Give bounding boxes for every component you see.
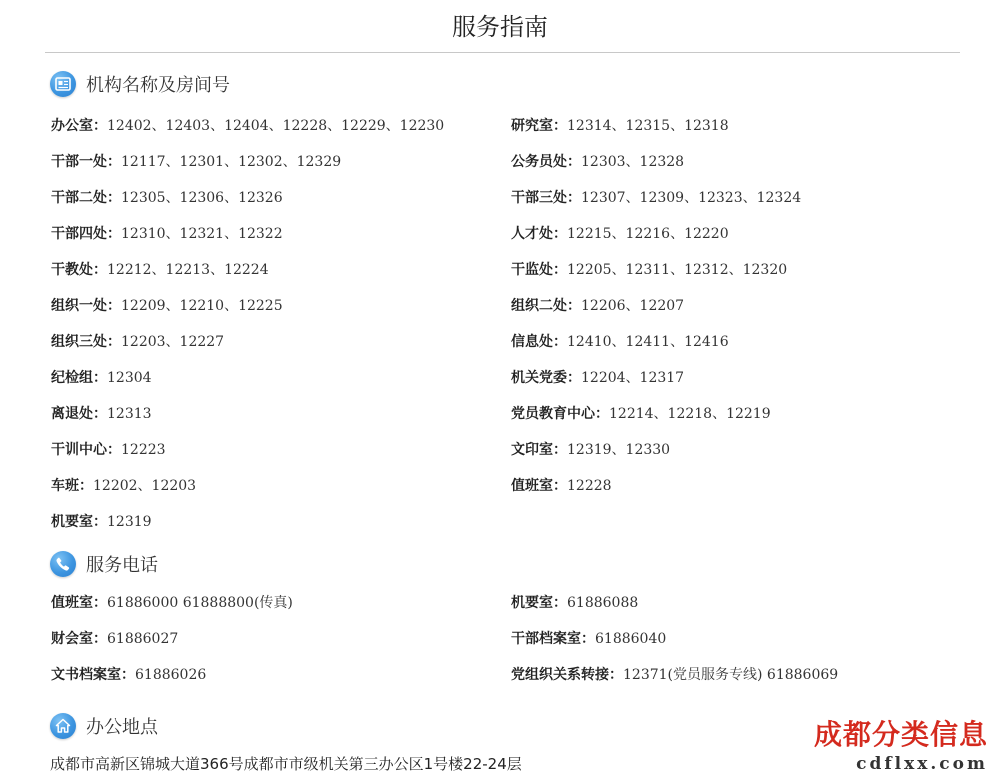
entry-value: 12204、12317 xyxy=(581,370,685,386)
rooms-entry xyxy=(51,152,341,172)
entry-value: 12371(党员服务专线) 61886069 xyxy=(623,667,839,683)
entry-value: 12313 xyxy=(107,406,152,422)
rooms-entry xyxy=(511,188,801,208)
entry-value: 61886027 xyxy=(107,631,179,647)
entry-label: 干部二处： xyxy=(51,190,121,206)
phones-entry xyxy=(51,593,293,613)
home-icon xyxy=(50,713,76,739)
entry-label: 干教处： xyxy=(51,262,107,278)
section-header-rooms xyxy=(50,69,230,99)
entry-label: 机关党委： xyxy=(511,370,581,386)
entry-value: 61886088 xyxy=(567,595,639,611)
phones-entry xyxy=(511,665,838,685)
rooms-entry xyxy=(51,404,152,424)
entry-label: 财会室： xyxy=(51,631,107,647)
rooms-entry xyxy=(51,332,224,352)
rooms-entry xyxy=(51,368,152,388)
watermark xyxy=(814,718,988,774)
rooms-entry xyxy=(51,440,166,460)
rooms-entry xyxy=(51,116,444,136)
entry-label: 纪检组： xyxy=(51,370,107,386)
section-title-phones: 服务电话 xyxy=(86,555,158,576)
phones-entry xyxy=(51,665,206,685)
rooms-entry xyxy=(511,296,684,316)
rooms-entry xyxy=(511,332,729,352)
entry-value: 12319、12330 xyxy=(567,442,671,458)
rooms-entry xyxy=(511,116,729,136)
entry-value: 12206、12207 xyxy=(581,298,685,314)
entry-label: 组织二处： xyxy=(511,298,581,314)
entry-value: 12402、12403、12404、12228、12229、12230 xyxy=(107,118,445,134)
entry-label: 干部四处： xyxy=(51,226,121,242)
entry-value: 61886000 61888800(传真) xyxy=(107,595,293,611)
entry-label: 办公室： xyxy=(51,118,107,134)
entry-label: 离退处： xyxy=(51,406,107,422)
entry-value: 12212、12213、12224 xyxy=(107,262,269,278)
entry-label: 值班室： xyxy=(511,478,567,494)
entry-value: 12203、12227 xyxy=(121,334,225,350)
entry-value: 12410、12411、12416 xyxy=(567,334,729,350)
entry-value: 12307、12309、12323、12324 xyxy=(581,190,802,206)
rooms-entry xyxy=(511,440,670,460)
rooms-entry xyxy=(511,152,684,172)
entry-label: 信息处： xyxy=(511,334,567,350)
rooms-entry xyxy=(51,476,196,496)
entry-value: 12304 xyxy=(107,370,152,386)
entry-value: 61886040 xyxy=(595,631,667,647)
entry-value: 12314、12315、12318 xyxy=(567,118,729,134)
title-divider xyxy=(45,52,960,53)
rooms-entry xyxy=(51,296,283,316)
rooms-entry xyxy=(51,260,269,280)
entry-label: 公务员处： xyxy=(511,154,581,170)
entry-label: 人才处： xyxy=(511,226,567,242)
section-header-phones xyxy=(50,549,158,579)
phone-icon xyxy=(50,551,76,577)
entry-value: 12214、12218、12219 xyxy=(609,406,771,422)
entry-label: 党组织关系转接： xyxy=(511,667,623,683)
phones-entry xyxy=(511,629,666,649)
section-header-location xyxy=(50,711,158,741)
watermark-name: 成都分类信息 xyxy=(813,718,988,751)
entry-label: 值班室： xyxy=(51,595,107,611)
entry-label: 车班： xyxy=(51,478,93,494)
entry-value: 12228 xyxy=(567,478,612,494)
rooms-entry xyxy=(51,224,283,244)
entry-label: 文印室： xyxy=(511,442,567,458)
id-card-icon xyxy=(50,71,76,97)
entry-value: 12303、12328 xyxy=(581,154,685,170)
rooms-entry xyxy=(51,512,152,532)
entry-label: 机要室： xyxy=(51,514,107,530)
entry-value: 12223 xyxy=(121,442,166,458)
entry-value: 12205、12311、12312、12320 xyxy=(567,262,788,278)
entry-value: 12310、12321、12322 xyxy=(121,226,283,242)
entry-value: 12209、12210、12225 xyxy=(121,298,283,314)
entry-value: 61886026 xyxy=(135,667,207,683)
entry-value: 12215、12216、12220 xyxy=(567,226,729,242)
rooms-entry xyxy=(511,224,729,244)
entry-label: 干部一处： xyxy=(51,154,121,170)
entry-label: 文书档案室： xyxy=(51,667,135,683)
page-title: 服务指南 xyxy=(452,13,548,41)
phones-entry xyxy=(511,593,638,613)
watermark-url: cdflxx.com xyxy=(856,754,988,774)
section-title-rooms: 机构名称及房间号 xyxy=(86,75,230,96)
rooms-entry xyxy=(511,404,771,424)
entry-label: 干监处： xyxy=(511,262,567,278)
entry-label: 干部三处： xyxy=(511,190,581,206)
entry-label: 干部档案室： xyxy=(511,631,595,647)
rooms-entry xyxy=(511,476,612,496)
section-title-location: 办公地点 xyxy=(86,717,158,738)
entry-label: 研究室： xyxy=(511,118,567,134)
entry-label: 干训中心： xyxy=(51,442,121,458)
entry-label: 党员教育中心： xyxy=(511,406,609,422)
entry-value: 12202、12203 xyxy=(93,478,197,494)
rooms-entry xyxy=(51,188,283,208)
office-address: 成都市高新区锦城大道366号成都市市级机关第三办公区1号楼22-24层 xyxy=(50,755,522,773)
rooms-entry xyxy=(511,368,684,388)
entry-value: 12117、12301、12302、12329 xyxy=(121,154,342,170)
entry-label: 组织一处： xyxy=(51,298,121,314)
phones-entry xyxy=(51,629,178,649)
entry-label: 组织三处： xyxy=(51,334,121,350)
entry-label: 机要室： xyxy=(511,595,567,611)
entry-value: 12319 xyxy=(107,514,152,530)
entry-value: 12305、12306、12326 xyxy=(121,190,283,206)
rooms-entry xyxy=(511,260,787,280)
